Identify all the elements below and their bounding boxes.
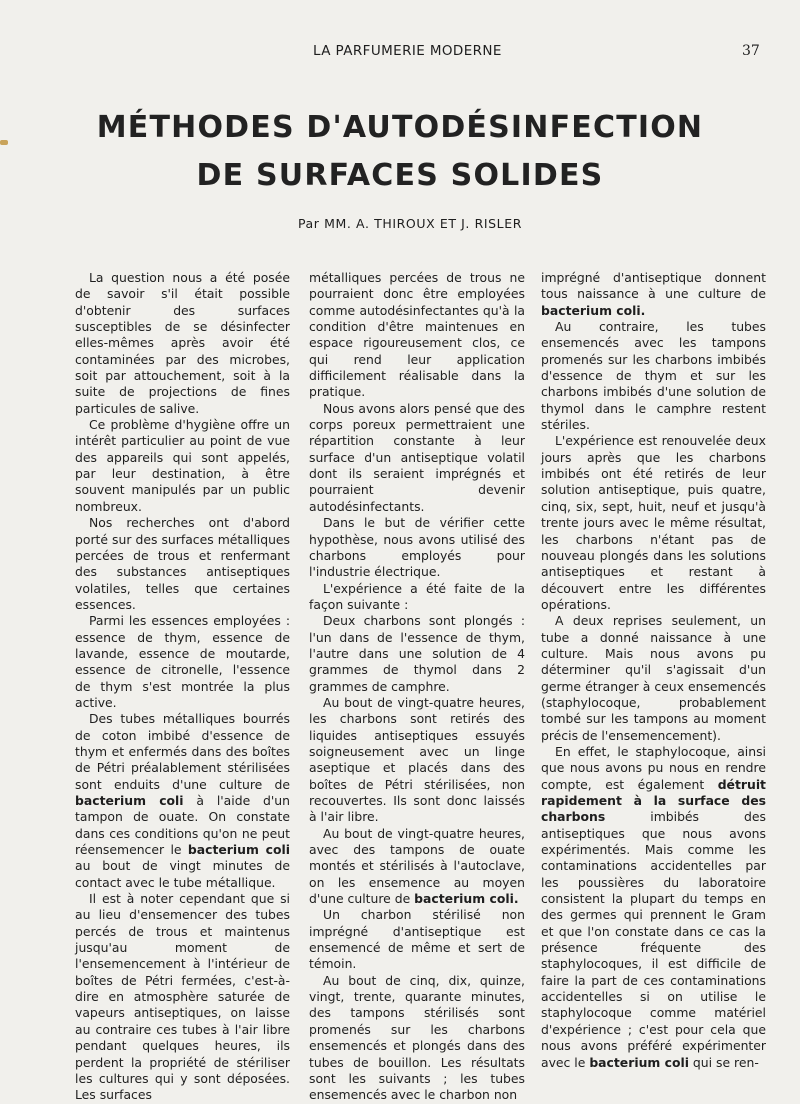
bold-term: bacterium coli (75, 793, 184, 808)
text-column-1 (75, 270, 290, 1104)
paragraph: A deux reprises seulement, un tube a donné naissance à une culture. Mais nous avons pu déterminer qu'il s'agissait d'un germe étranger à ceux ensemencés (staphylocoque, probablement tombé sur les tampons au moment précis de l'ensemencement). (541, 613, 766, 743)
paragraph: Dans le but de vérifier cette hypothèse, nous avons utilisé des charbons employés pour l'industrie électrique. (309, 515, 525, 580)
paragraph: Parmi les essences employées : essence de thym, essence de lavande, essence de moutarde, essence de citronelle, l'essence de thym s'est montrée la plus active. (75, 613, 290, 710)
paragraph: Au contraire, les tubes ensemencés avec les tampons promenés sur les charbons imbibés d'essence de thym et sur les charbons imbibés d'une solution de thymol dans le camphre restent stériles. (541, 319, 766, 433)
paragraph: Nos recherches ont d'abord porté sur des surfaces métalliques percées de trous et renfermant des substances antiseptiques volatiles, telles que certaines essences. (75, 515, 290, 612)
paragraph: Il est à noter cependant que si au lieu d'ensemencer des tubes percés de trous et maintenus jusqu'au moment de l'ensemencement à l'intérieur de boîtes de Pétri fermées, c'est-à-dire en atmosphère saturée de vapeurs antiseptiques, on laisse au contraire ces tubes à l'air libre pendant quelques heures, ils perdent la propriété de stériliser les cultures qui y sont déposées. Les surfaces (75, 891, 290, 1103)
bold-term: détruit rapidement à la surface des charbons (541, 776, 766, 825)
paragraph: métalliques percées de trous ne pourraient donc être employées comme autodésinfectantes qu'à la condition d'être maintenues en espace rigoureusement clos, ce qui rend leur application difficilement réalisable dans la pratique. (309, 270, 525, 400)
paragraph (75, 711, 290, 891)
text-run: imprégné d'antiseptique donnent tous naissance à une culture de (541, 270, 766, 302)
text-run: En effet, le staphylocoque, ainsi que nous avons pu nous en rendre compte, est également (541, 743, 766, 792)
paragraph: Ce problème d'hygiène offre un intérêt particulier au point de vue des appareils qui sont appelés, par leur destination, à être souvent manipulés par un public nombreux. (75, 417, 290, 514)
paragraph: Un charbon stérilisé non imprégné d'antiseptique est ensemencé de même et sert de témoin. (309, 907, 525, 972)
paragraph: L'expérience a été faite de la façon suivante : (309, 580, 525, 612)
running-header (0, 43, 800, 63)
text-column-3 (541, 270, 766, 1071)
paragraph (309, 826, 525, 908)
article-title-line-2: DE SURFACES SOLIDES (196, 158, 604, 193)
bold-term: bacterium coli. (414, 891, 519, 907)
paragraph: Au bout de vingt-quatre heures, les charbons sont retirés des liquides antiseptiques essuyés soigneusement avec un linge aseptique et placés dans des boîtes de Pétri stérilisées, non recouvertes. Ils sont donc laissés à l'air libre. (309, 694, 525, 825)
paragraph: Au bout de cinq, dix, quinze, vingt, trente, quarante minutes, des tampons stérilisés sont promenés sur les charbons ensemencés et plongés dans des tubes de bouillon. Les résultats sont les suivants ; les tubes ensemencés avec le charbon non (309, 972, 525, 1103)
text-run: Au bout de vingt-quatre heures, avec des tampons de ouate montés et stérilisés à l'autoclave, on les ensemence au moyen d'une culture de (309, 825, 525, 907)
article-byline: Par MM. A. THIROUX ET J. RISLER (297, 216, 523, 231)
text-run: à l'aide d'un tampon de ouate. On constate dans ces conditions qu'on ne peut réensemencer le (75, 793, 290, 858)
text-run: qui se ren- (688, 1054, 759, 1070)
bold-term: bacterium coli (187, 842, 290, 858)
text-run: au bout de vingt minutes de contact avec le tube métallique. (75, 858, 290, 890)
bold-term: bacterium coli. (541, 302, 646, 318)
paragraph: Nous avons alors pensé que des corps poreux permettraient une répartition constante à leur surface d'un antiseptique volatil dont ils seraient imprégnés et pourraient devenir autodésinfectants. (309, 400, 525, 514)
paragraph: La question nous a été posée de savoir s'il était possible d'obtenir des surfaces susceptibles de se désinfecter elles-mêmes après avoir été contaminées par des microbes, soit par attouchement, soit à la suite de projections de fines particules de salive. (75, 270, 290, 416)
text-column-2 (309, 270, 525, 1104)
page-number: 37 (742, 43, 760, 59)
journal-name: LA PARFUMERIE MODERNE (313, 43, 502, 59)
text-run: Des tubes métalliques bourrés de coton imbibé d'essence de thym et enfermés dans des boîtes de Pétri préalablement stérilisées sont enduits d'une culture de (75, 711, 290, 792)
paragraph (541, 270, 766, 319)
bold-term: bacterium coli (589, 1054, 689, 1070)
article-title-line-1: MÉTHODES D'AUTODÉSINFECTION (96, 110, 704, 145)
text-run: imbibés des antiseptiques que nous avons expérimentés. Mais comme les contaminations accidentelles par les poussières du laboratoire consistent la plupart du temps en des germes qui prennent le Gram et que l'on constate dans ce cas la présence fréquente des staphylocoques, il est difficile de faire la part de ces contaminations accidentelles si on utilise le staphylocoque comme matériel d'expérience ; c'est pour cela que nous avons préféré expérimenter avec le (541, 809, 766, 1070)
paragraph (541, 744, 766, 1071)
paragraph: L'expérience est renouvelée deux jours après que les charbons imbibés ont été retirés de leur solution antiseptique, puis quatre, cinq, six, sept, huit, neuf et jusqu'à trente jours avec le même résultat, les charbons n'étant pas de nouveau plongés dans les solutions antiseptiques et restant à découvert entre les différentes opérations. (541, 433, 766, 612)
paragraph: Deux charbons sont plongés : l'un dans de l'essence de thym, l'autre dans une solution de 4 grammes de thymol dans 2 grammes de camphre. (309, 613, 525, 694)
